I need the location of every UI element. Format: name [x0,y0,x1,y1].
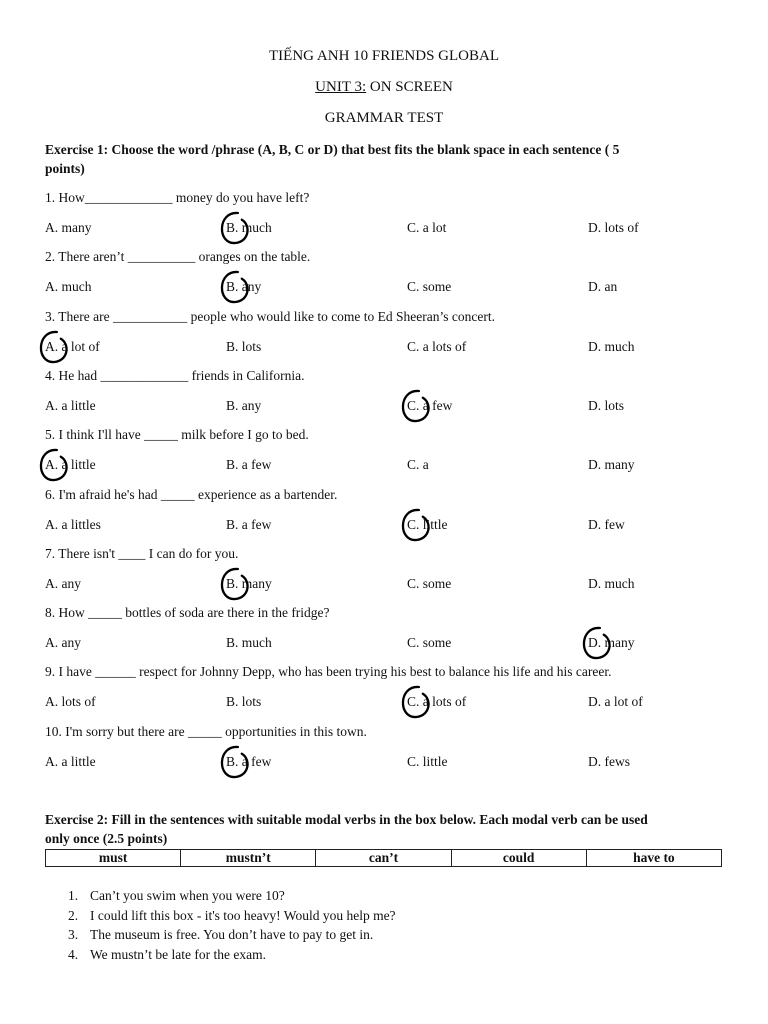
modal-verb-cell: can’t [316,850,451,867]
answer-option-b[interactable]: B. lots [226,339,262,354]
answer-option-a[interactable]: A. a little [45,398,96,413]
sentence-item [68,886,728,906]
test-name: GRAMMAR TEST [324,110,444,126]
answer-option-d[interactable]: D. much [588,576,635,591]
exercise2-instruction-cont: only once (2.5 points) [45,831,168,846]
answer-option-c[interactable]: C. some [407,576,452,591]
exercise1-label: Exercise 1: [45,142,109,157]
answer-option-a[interactable]: A. a little [45,754,96,769]
modal-verb-cell: must [46,850,181,867]
answer-option-b[interactable]: B. any [226,398,262,413]
answer-option-c[interactable]: C. a lot [407,220,447,235]
question-text: 7. There isn't ____ I can do for you. [45,546,239,561]
answer-option-a[interactable]: A. any [45,576,81,591]
modal-verb-box [45,849,722,867]
answer-option-d[interactable]: D. many [588,635,635,650]
sentence-text: The museum is free. You don’t have to pay to get in. [90,927,374,942]
answer-option-a[interactable]: A. a little [45,457,96,472]
sentence-number: 3. [68,927,79,942]
answer-option-c[interactable]: C. some [407,279,452,294]
answer-option-b[interactable]: B. much [226,220,272,235]
answer-option-b[interactable]: B. lots [226,694,262,709]
question-text: 8. How _____ bottles of soda are there in the fridge? [45,605,330,620]
question-text: 2. There aren’t __________ oranges on the table. [45,249,311,264]
answer-option-a[interactable]: A. lots of [45,694,96,709]
unit-label: UNIT 3: [315,79,367,95]
sentence-number: 4. [68,946,79,962]
document-title: TIẾNG ANH 10 FRIENDS GLOBAL [269,48,499,64]
answer-option-a[interactable]: A. a lot of [45,339,100,354]
sentence-number: 2. [68,907,79,923]
answer-option-b[interactable]: B. many [226,576,272,591]
modal-verb-cell: could [451,850,586,867]
sentence-item [68,906,728,926]
modal-verb-row [46,850,722,867]
answer-option-d[interactable]: D. few [588,517,625,532]
sentence-text: We mustn’t be late for the exam. [90,946,266,962]
answer-option-d[interactable]: D. a lot of [588,694,643,709]
sentence-text: Can’t you swim when you were 10? [90,888,285,903]
question-text: 9. I have ______ respect for Johnny Depp, who has been trying his best to balance his life and his career. [45,664,612,679]
answer-option-a[interactable]: A. a littles [45,517,101,532]
answer-option-d[interactable]: D. many [588,457,635,472]
answer-option-d[interactable]: D. lots [588,398,625,413]
answer-option-c[interactable]: C. a lots of [407,339,467,354]
answer-option-d[interactable]: D. lots of [588,220,639,235]
answer-option-b[interactable]: B. much [226,635,272,650]
answer-option-b[interactable]: B. a few [226,754,272,769]
answer-option-b[interactable]: B. a few [226,457,272,472]
answer-option-d[interactable]: D. fews [588,754,630,769]
question-text: 5. I think I'll have _____ milk before I go to bed. [45,427,309,442]
answer-option-b[interactable]: B. any [226,279,262,294]
exercise2-instruction [45,810,725,848]
exercise2-sentences [68,886,728,964]
question-text: 1. How_____________ money do you have left? [45,190,310,205]
question-text: 4. He had _____________ friends in California. [45,368,305,383]
unit-heading [0,79,768,96]
answer-option-d[interactable]: D. an [588,279,618,294]
exercise2-instruction-text: Fill in the sentences with suitable modal verbs in the box below. Each modal verb can be used [108,812,648,827]
question-text: 3. There are ___________ people who would like to come to Ed Sheeran’s concert. [45,309,496,324]
answer-option-d[interactable]: D. much [588,339,635,354]
sentence-item [68,945,728,965]
answer-option-c[interactable]: C. some [407,635,452,650]
modal-verb-cell: mustn’t [181,850,316,867]
sentence-number: 1. [68,888,79,903]
exercise1-instruction [45,140,725,178]
answer-option-a[interactable]: A. any [45,635,81,650]
unit-name: ON SCREEN [366,79,453,95]
answer-option-c[interactable]: C. little [407,517,448,532]
answer-option-b[interactable]: B. a few [226,517,272,532]
exercise1-instruction-text: Choose the word /phrase (A, B, C or D) that best fits the blank space in each sentence ( 5 [108,142,620,157]
question-text: 10. I'm sorry but there are _____ opportunities in this town. [45,724,367,739]
answer-option-c[interactable]: C. a few [407,398,453,413]
exercise1-instruction-cont: points) [45,161,85,176]
answer-option-a[interactable]: A. much [45,279,92,294]
answer-option-a[interactable]: A. many [45,220,92,235]
answer-option-c[interactable]: C. a lots of [407,694,467,709]
answer-option-c[interactable]: C. little [407,754,448,769]
sentence-item [68,925,728,945]
modal-verb-cell: have to [586,850,721,867]
sentence-text: I could lift this box - it's too heavy! Would you help me? [90,907,396,923]
question-text: 6. I'm afraid he's had _____ experience as a bartender. [45,487,338,502]
exercise2-label: Exercise 2: [45,812,109,827]
answer-option-c[interactable]: C. a [407,457,429,472]
